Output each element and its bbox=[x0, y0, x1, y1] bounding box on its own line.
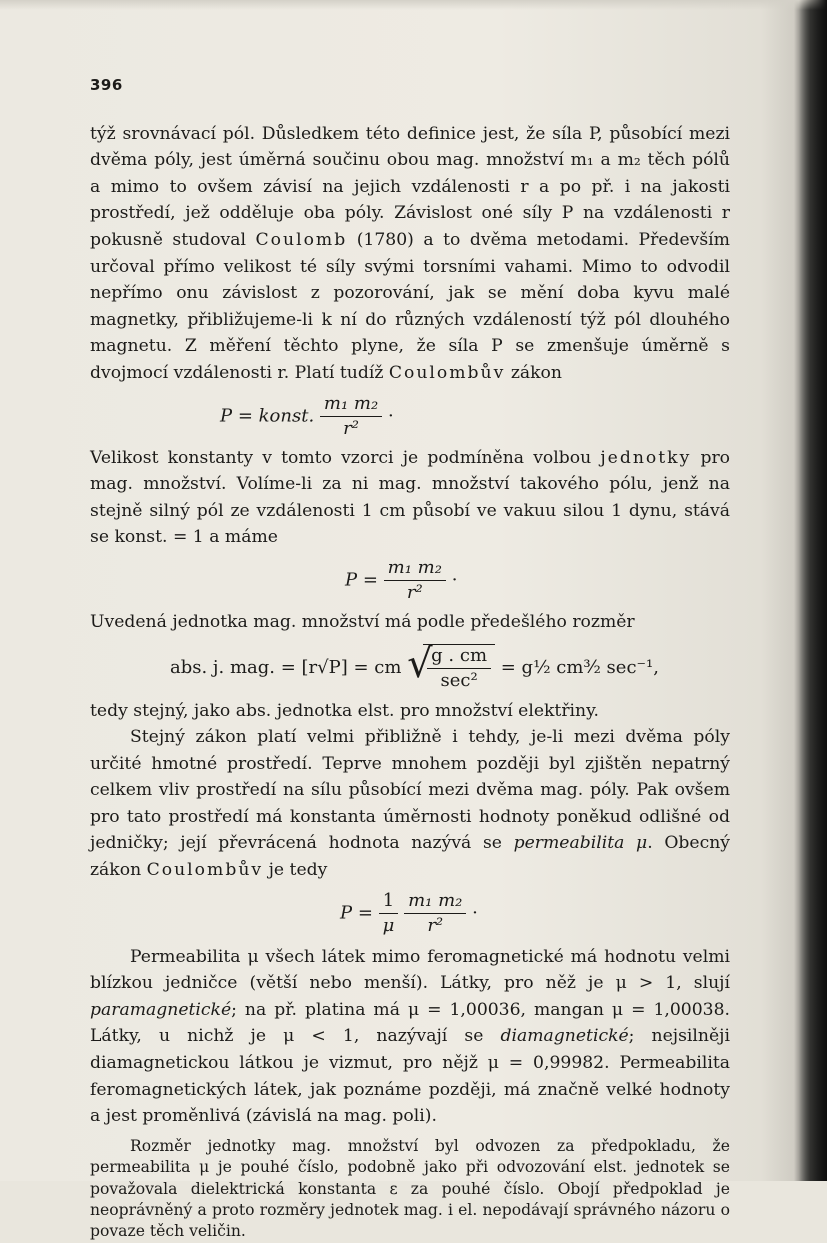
paragraph-5-end: je tedy bbox=[268, 860, 328, 881]
paragraph-2-rest: pro mag. množství. Volíme-li za ni mag. množství takového pólu, jenž na stejně silný pól ze vzdálenosti 1 cm působí ve vakuu silou 1 dynu, stává se konst. = 1 a máme bbox=[90, 447, 731, 548]
paragraph-5 bbox=[90, 724, 730, 884]
paragraph-5-start: Stejný zákon platí velmi přibližně i tehdy, je-li mezi dvěma póly určité hmotné prostředí. Teprve mnohem později byl zjištěn nepatrný celkem vliv prostředí na sílu působící mezi dvěma mag. póly. Pak ovšem pro tato prostředí má konstanta úměrnosti hodnoty poněkud odlišné od jedničky; její převrácená hodnota nazývá se bbox=[90, 727, 730, 854]
term-paramagneticke: paramagnetické bbox=[90, 999, 232, 1020]
name-coulombuv-2: Coulombův bbox=[146, 860, 264, 881]
formula-4-denominator-2: r² bbox=[427, 914, 444, 936]
formula-coulomb-unit bbox=[90, 551, 730, 609]
formula-3-fraction bbox=[423, 644, 495, 692]
paragraph-1-text: týž srovnávací pól. Důsledkem této definice jest, že síla P, působící mezi dvěma póly, jest úměrná součinu obou mag. množství m₁ a m₂ těch pólů a mimo to ovšem závisí na jejich vzdálenosti r a po př. i na jakosti prostředí, jež odděluje oba póly. Závislost oné síly P na vzdálenosti r pokusně studoval bbox=[90, 123, 730, 250]
paragraph-1-end: zákon bbox=[510, 362, 562, 383]
formula-1-left: P = konst. bbox=[220, 405, 315, 427]
formula-4-denominator-1: μ bbox=[382, 914, 395, 936]
term-permeabilita: permeabilita μ bbox=[513, 833, 648, 854]
formula-1-numerator: m₁ m₂ bbox=[320, 393, 382, 417]
formula-2-left: P = bbox=[345, 569, 378, 591]
formula-3-numerator: g . cm bbox=[427, 645, 491, 669]
formula-4-fraction-1 bbox=[379, 890, 399, 937]
formula-4-fraction-2 bbox=[404, 890, 466, 937]
formula-3-right: = g½ cm³⁄₂ sec⁻¹, bbox=[500, 656, 659, 678]
formula-1-end: · bbox=[387, 405, 394, 427]
paragraph-2 bbox=[90, 445, 730, 551]
formula-4-numerator-2: m₁ m₂ bbox=[404, 890, 466, 914]
formula-2-numerator: m₁ m₂ bbox=[384, 557, 446, 581]
paragraph-1-rest: (1780) a to dvěma metodami. Především určoval přímo velikost té síly svými torsními vahami. Mimo to odvodil nepřímo onu závislost z pozorování, jak se mění doba kyvu malé magnetky, přibližujeme-li k ní do různých vzdáleností týž pól dlouhého magnetu. Z měření těchto plyne, že síla P se zmenšuje úměrně s dvojmocí vzdálenosti r. Platí tudíž bbox=[90, 229, 730, 383]
word-jednotky: jednotky bbox=[600, 447, 692, 468]
book-spine-shadow bbox=[799, 0, 827, 1181]
paragraph-2-start: Velikost konstanty v tomto vzorci je podmíněna volbou bbox=[90, 447, 592, 468]
paragraph-5-rest: . Obecný zákon bbox=[90, 833, 730, 881]
page-number: 396 bbox=[90, 76, 123, 94]
formula-coulomb-permeability bbox=[90, 884, 730, 944]
formula-2-end: · bbox=[451, 569, 458, 591]
square-root bbox=[407, 640, 495, 692]
paragraph-3: Uvedená jednotka mag. množství má podle předešlého rozměr bbox=[90, 611, 635, 632]
paragraph-1 bbox=[90, 121, 730, 387]
formula-unit-dimension bbox=[90, 636, 730, 698]
paragraph-6-b: ; na př. platina má μ = 1,00036, mangan μ = 1,00038. Látky, u nichž je μ < 1, nazývají se bbox=[90, 999, 730, 1047]
formula-3-denominator: sec² bbox=[440, 669, 478, 691]
formula-1-denominator: r² bbox=[343, 417, 359, 439]
paragraph-6 bbox=[90, 944, 730, 1130]
formula-3-left: abs. j. mag. = [r√P] = cm bbox=[170, 656, 402, 678]
formula-4-left: P = bbox=[340, 902, 373, 924]
paragraph-4: tedy stejný, jako abs. jednotka elst. pro množství elektřiny. bbox=[90, 700, 600, 721]
page-content bbox=[90, 72, 730, 1243]
paragraph-6-c: ; nejsilněji diamagnetickou látkou je vizmut, pro nějž μ = 0,99982. Permeabilita feromagnetických látek, jak poznáme později, má značně velké hodnoty a jest proměnlivá (závislá na mag. poli). bbox=[90, 1026, 730, 1127]
formula-coulomb-general bbox=[90, 387, 730, 445]
name-coulombuv: Coulombův bbox=[388, 362, 506, 383]
radical-sign-icon: √ bbox=[407, 640, 433, 687]
footnote-paragraph: Rozměr jednotky mag. množství byl odvozen za předpokladu, že permeabilita μ je pouhé číslo, podobně jako při odvozování elst. jednotek se považovala dielektrická konstanta ε za pouhé číslo. Obojí předpoklad je neoprávněný a proto rozměry jednotek mag. i el. nepodávají správného názoru o povaze těch veličin. bbox=[90, 1136, 730, 1241]
formula-2-fraction bbox=[384, 557, 446, 604]
paragraph-6-a: Permeabilita μ všech látek mimo feromagnetické má hodnotu velmi blízkou jedničce (větší nebo menší). Látky, pro něž je μ > 1, slují bbox=[90, 946, 730, 994]
name-coulomb: Coulomb bbox=[255, 229, 348, 250]
formula-1-fraction bbox=[320, 393, 382, 440]
term-diamagneticke: diamagnetické bbox=[500, 1026, 629, 1047]
formula-2-denominator: r² bbox=[406, 581, 423, 603]
page-top-edge bbox=[0, 0, 827, 10]
formula-4-end: · bbox=[472, 902, 478, 924]
formula-4-numerator-1: 1 bbox=[379, 890, 399, 914]
